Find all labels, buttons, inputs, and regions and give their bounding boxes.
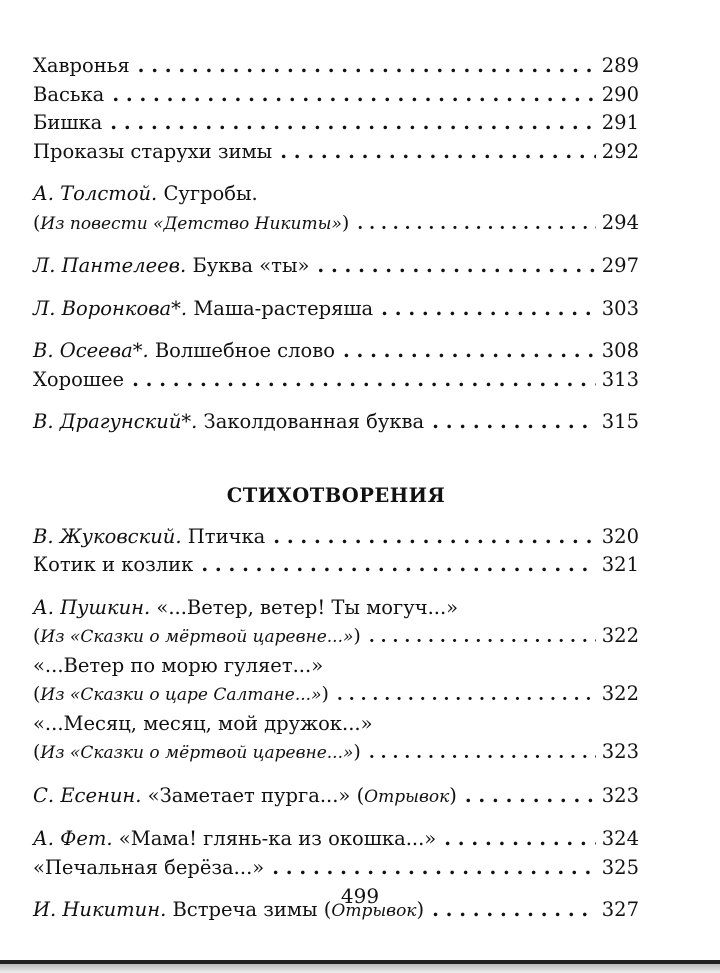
toc-line: [33, 680, 639, 710]
paren-close: ): [416, 898, 425, 921]
toc-line: [33, 408, 639, 437]
spacer: [33, 811, 639, 825]
entry-title: Сугробы.: [163, 182, 258, 205]
author-name: В. Драгунский*.: [33, 410, 198, 433]
toc-line: [33, 209, 639, 239]
entry-title: Котик и козлик: [33, 553, 194, 576]
entry-page: 308: [601, 339, 639, 362]
entry-page: 291: [601, 111, 639, 134]
entry-title: «Мама! глянь-ка из окошка...»: [118, 827, 437, 850]
entry-title: Проказы старухи зимы: [33, 139, 273, 163]
author-name: И. Никитин.: [33, 898, 167, 921]
entry-page: 322: [601, 682, 639, 705]
toc-line: [33, 366, 639, 395]
paren-close: ): [353, 741, 361, 763]
toc-entry-zhukovsky: [33, 523, 639, 580]
dot-leader: [110, 109, 595, 138]
entry-title: Волшебное слово: [154, 339, 335, 362]
spacer: [33, 166, 639, 180]
entry-heading: [33, 408, 424, 437]
entry-page: 297: [601, 254, 639, 277]
source-text: Из «Сказки о царе Салтане...»: [40, 685, 322, 705]
entry-heading: [33, 337, 335, 366]
table-of-contents: [33, 52, 639, 926]
entry-page: 323: [601, 783, 639, 807]
toc-line: [33, 652, 639, 681]
dot-leader: [132, 366, 596, 395]
entry-title: «...Месяц, месяц, мой дружок...»: [33, 711, 373, 735]
toc-line: [33, 551, 639, 580]
entry-page: 289: [601, 54, 639, 77]
author-name: А. Фет.: [33, 827, 113, 850]
paren-close: ): [341, 211, 350, 234]
dot-leader: [337, 681, 596, 710]
entry-title: Заколдованная буква: [203, 410, 425, 433]
entry-page: 315: [601, 410, 639, 433]
toc-line: [33, 109, 639, 138]
entry-page: 322: [601, 624, 639, 647]
toc-line: [33, 295, 639, 324]
dot-leader: [432, 408, 596, 437]
entry-page: 321: [601, 553, 639, 576]
author-name: А. Толстой.: [33, 182, 158, 205]
toc-line: [33, 854, 639, 883]
entry-heading: [33, 295, 373, 324]
entry-title: «Печальная берёза...»: [33, 855, 265, 879]
toc-entry: [33, 81, 639, 110]
toc-line: [33, 52, 639, 81]
page-number: 499: [340, 884, 380, 908]
entry-source: [33, 680, 329, 710]
entry-title: Буква «ты»: [192, 254, 310, 277]
toc-line: [33, 81, 639, 110]
spacer: [33, 394, 639, 408]
entry-heading: [33, 594, 458, 623]
entry-title: Хорошее: [33, 367, 125, 391]
toc-entry-esenin: [33, 782, 639, 812]
paren-open: (: [323, 898, 332, 921]
dot-leader: [381, 295, 596, 324]
toc-entry-fet: [33, 825, 639, 882]
toc-entry-pushkin: [33, 594, 639, 768]
entry-heading: [33, 782, 457, 812]
toc-line: [33, 138, 639, 167]
entry-page: 325: [601, 855, 639, 879]
entry-note: Отрывок: [364, 786, 450, 807]
section-title: СТИХОТВОРЕНИЯ: [226, 483, 446, 507]
entry-heading: [33, 523, 265, 552]
entry-source: [33, 622, 361, 652]
paren-open: (: [33, 211, 41, 234]
entry-page: 327: [601, 898, 639, 921]
source-text: Из «Сказки о мёртвой царевне...»: [40, 627, 354, 647]
entry-source: [33, 209, 349, 239]
dot-leader: [369, 739, 596, 768]
entry-title: Васька: [33, 82, 105, 106]
dot-leader: [357, 210, 595, 239]
paren-close: ): [321, 683, 329, 705]
entry-title: «...Ветер, ветер! Ты могуч...»: [156, 595, 459, 619]
toc-entry-panteleev: [33, 252, 639, 281]
dot-leader: [201, 551, 595, 580]
toc-line: [33, 825, 639, 854]
author-name: А. Пушкин.: [33, 595, 151, 619]
dot-leader: [112, 81, 595, 110]
author-name: Л. Пантелеев.: [33, 254, 187, 277]
spacer: [33, 580, 639, 594]
toc-line: [33, 337, 639, 366]
toc-entry: [33, 52, 639, 81]
paren-close: ): [449, 783, 457, 807]
author-name: С. Есенин.: [33, 783, 142, 807]
dot-leader: [138, 52, 596, 81]
entry-title: «...Ветер по морю гуляет...»: [33, 653, 324, 677]
toc-line: [33, 594, 639, 623]
toc-entry: [33, 109, 639, 138]
dot-leader: [280, 138, 596, 167]
dot-leader: [343, 337, 596, 366]
spacer: [33, 323, 639, 337]
toc-entry-tolstoy: [33, 180, 639, 238]
entry-page: 323: [601, 740, 639, 763]
dot-leader: [272, 854, 596, 883]
entry-page: 320: [601, 524, 639, 548]
entry-page: 324: [601, 827, 639, 850]
paren-open: (: [33, 625, 41, 647]
spacer: [33, 437, 639, 481]
toc-line: [33, 252, 639, 281]
spacer: [33, 768, 639, 782]
entry-heading: [33, 180, 258, 209]
toc-entry: [33, 138, 639, 167]
entry-title: Встреча зимы: [172, 898, 318, 921]
toc-line: [33, 710, 639, 739]
source-text: Из «Сказки о мёртвой царевне...»: [40, 743, 354, 763]
toc-line: [33, 738, 639, 768]
author-name: В. Жуковский.: [33, 524, 182, 548]
paren-close: ): [353, 625, 361, 647]
toc-line: [33, 622, 639, 652]
entry-page: 303: [601, 296, 639, 320]
entry-page: 294: [601, 210, 639, 234]
entry-title: Птичка: [187, 524, 266, 548]
paren-open: (: [33, 741, 41, 763]
dot-leader: [444, 825, 596, 854]
source-text: Из повести «Детство Никиты»: [40, 213, 342, 234]
entry-page: 292: [601, 139, 639, 163]
entry-title: Бишка: [33, 111, 103, 134]
page-edge-shadow: [0, 964, 720, 973]
entry-title: Маша-растеряша: [193, 296, 374, 320]
entry-heading: [33, 825, 436, 854]
toc-line: [33, 523, 639, 552]
toc-line: [33, 782, 639, 812]
author-name: В. Осеева*.: [33, 339, 149, 362]
entry-title: Хавронья: [33, 54, 130, 77]
entry-source: [33, 738, 361, 768]
toc-line: [33, 180, 639, 209]
entry-title: «Заметает пурга...»: [147, 783, 351, 807]
spacer: [33, 238, 639, 252]
author-name: Л. Воронкова*.: [33, 296, 188, 320]
entry-page: 313: [601, 367, 639, 391]
spacer: [33, 281, 639, 295]
paren-open: (: [33, 683, 41, 705]
paren-open: (: [356, 783, 365, 807]
dot-leader: [465, 782, 596, 811]
toc-entry-voronkova: [33, 295, 639, 324]
entry-heading: [33, 252, 309, 281]
dot-leader: [369, 623, 596, 652]
toc-entry-oseeva: [33, 337, 639, 394]
dot-leader: [317, 252, 595, 281]
entry-page: 290: [601, 82, 639, 106]
toc-entry-dragunsky: [33, 408, 639, 437]
entry-note: Отрывок: [331, 901, 417, 921]
dot-leader: [273, 523, 595, 552]
